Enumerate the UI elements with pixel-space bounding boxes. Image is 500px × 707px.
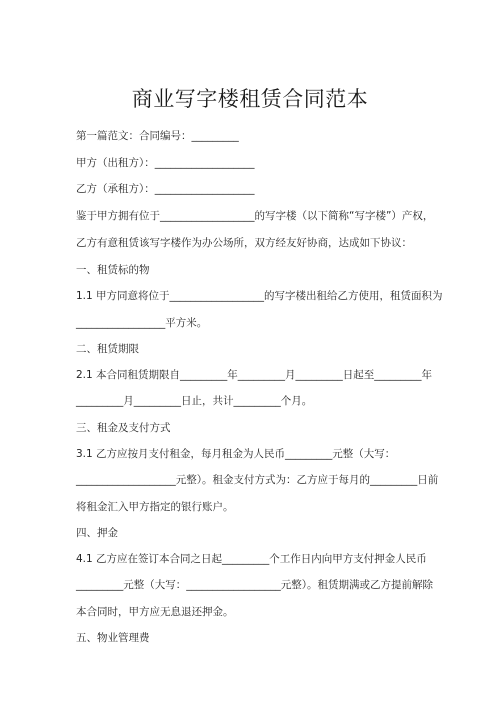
clause-3-1-line-1: 3.1 乙方应按月支付租金，每月租金为人民币_________元整（大写：	[76, 448, 396, 460]
clause-1-1-line-1: 1.1 甲方同意将位于__________________的写字楼出租给乙方使用，租赁面积为	[76, 290, 443, 302]
section-heading-4: 四、押金	[76, 527, 118, 539]
contract-number-line: 第一篇范文：合同编号：_________	[76, 130, 239, 142]
section-heading-1: 一、租赁标的物	[76, 264, 150, 276]
preamble-line-1: 鉴于甲方拥有位于__________________的写字楼（以下简称“写字楼”）产权，	[76, 210, 434, 222]
preamble-line-2: 乙方有意租赁该写字楼作为办公场所，双方经友好协商，达成如下协议：	[76, 237, 412, 249]
section-heading-2: 二、租赁期限	[76, 343, 139, 355]
section-heading-5: 五、物业管理费	[76, 632, 150, 644]
document-title: 商业写字楼租赁合同范本	[131, 87, 369, 111]
clause-3-1-line-3: 将租金汇入甲方指定的银行账户。	[76, 501, 234, 513]
party-b-line: 乙方（承租方）：___________________	[76, 183, 255, 195]
clause-1-1-line-2: _________________平方米。	[76, 317, 208, 329]
clause-4-1-line-1: 4.1 乙方应在签订本合同之日起_________个工作日内向甲方支付押金人民币	[76, 553, 427, 565]
clause-3-1-line-2: ___________________元整）。租金支付方式为：乙方应于每月的_________日前	[76, 474, 439, 486]
section-heading-3: 三、租金及支付方式	[76, 422, 171, 434]
clause-4-1-line-3: 本合同时，甲方应无息退还押金。	[76, 606, 234, 618]
party-a-line: 甲方（出租方）：___________________	[76, 157, 255, 169]
clause-2-1-line-2: _________月_________日止，共计_________个月。	[76, 395, 313, 407]
clause-4-1-line-2: _________元整（大写：__________________元整）。租赁期满或乙方提前解除	[76, 579, 433, 591]
clause-2-1-line-1: 2.1 本合同租赁期限自_________年_________月_________日起至_________年	[76, 369, 433, 381]
